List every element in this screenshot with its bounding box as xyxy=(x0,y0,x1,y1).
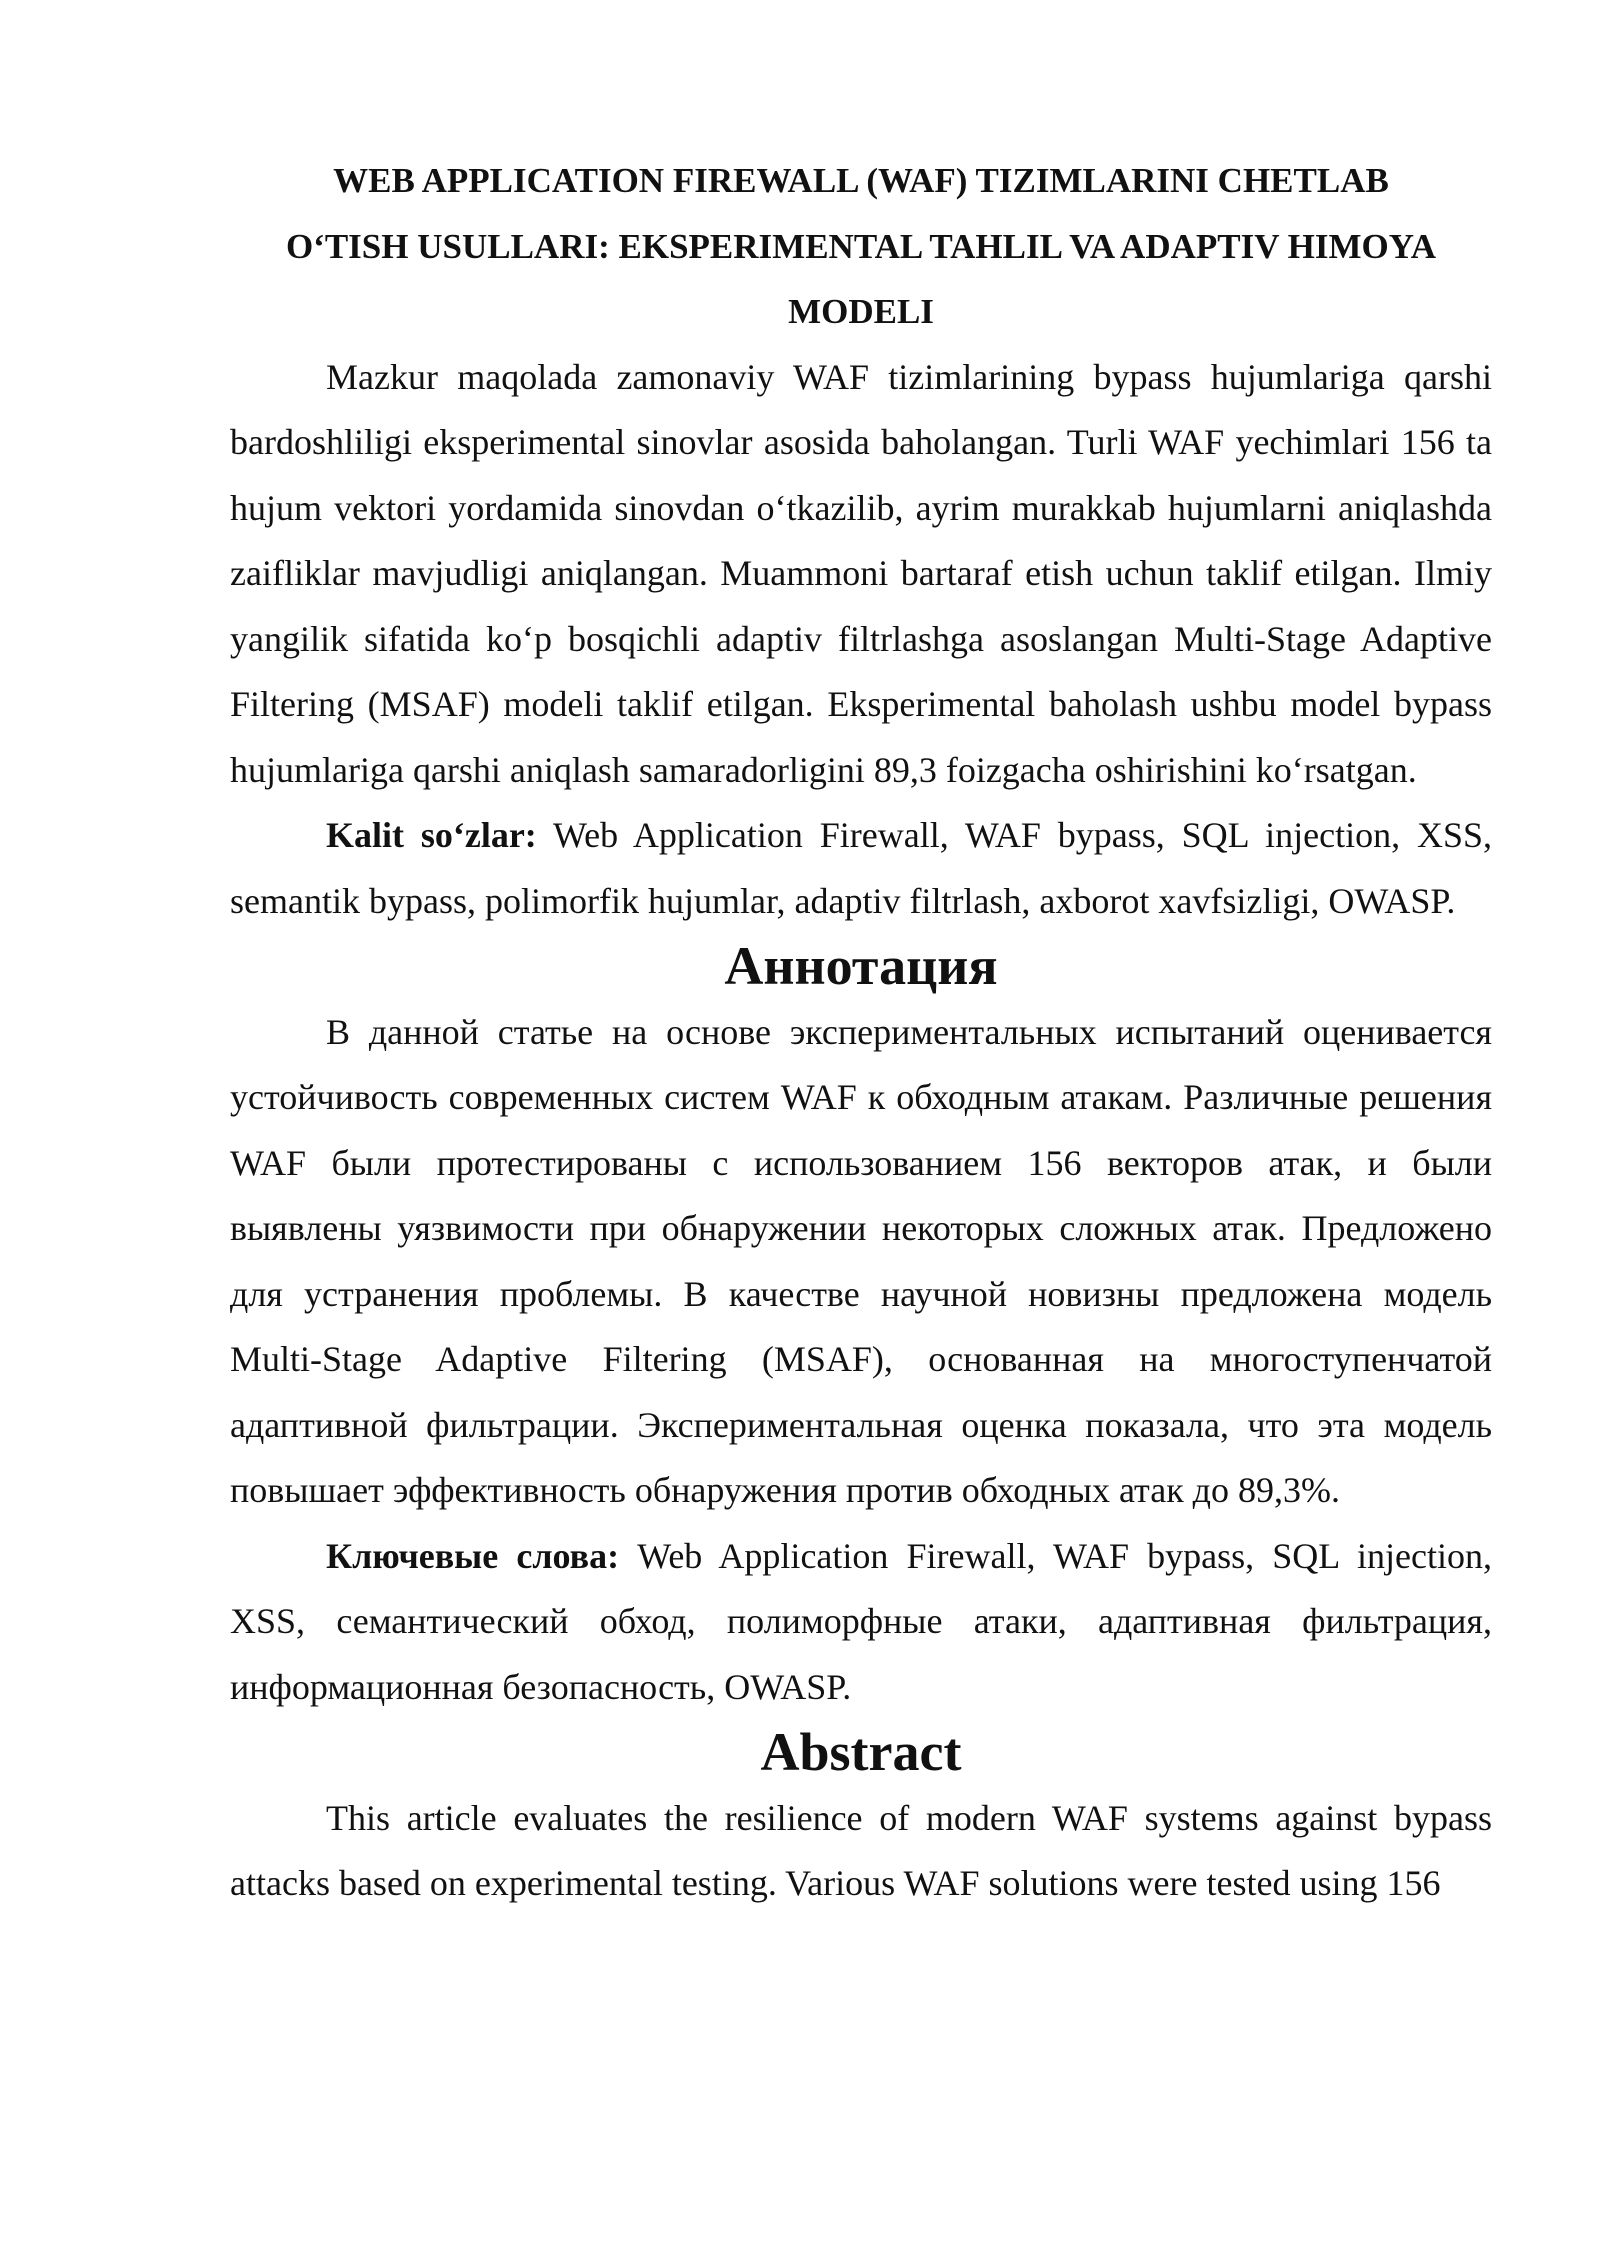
en-abstract-heading: Abstract xyxy=(760,1722,962,1782)
uz-keywords-label: Kalit so‘zlar: xyxy=(326,815,537,855)
uz-keywords xyxy=(230,803,1492,934)
ru-annotation: В данной статье на основе экспериментальных испытаний оценивается устойчивость современных систем WAF к обходным атакам. Различные решения WAF были протестированы с использованием 156 векторов атак, и были выявлены уязвимости при обнаружении некоторых сложных атак. Предложено для устранения проблемы. В качестве научной новизны предложена модель Multi-Stage Adaptive Filtering (MSAF), основанная на многоступенчатой адаптивной фильтрации. Экспериментальная оценка показала, что эта модель повышает эффективность обнаружения против обходных атак до 89,3%. xyxy=(230,1011,1492,1510)
paper-title-line-2: O‘TISH USULLARI: EKSPERIMENTAL TAHLIL VA ADAPTIV HIMOYA xyxy=(285,226,1437,266)
ru-keywords-label: Ключевые слова: xyxy=(326,1535,620,1576)
paper-title-line-3: MODELI xyxy=(788,292,934,331)
paper-title-line-1: WEB APPLICATION FIREWALL (WAF) TIZIMLARINI CHETLAB xyxy=(333,161,1389,200)
paper-title xyxy=(230,148,1492,345)
en-abstract: This article evaluates the resilience of modern WAF systems against bypass attacks based on experimental testing. Various WAF solutions were tested using 156 xyxy=(230,1797,1492,1903)
ru-keywords xyxy=(230,1524,1492,1721)
uz-keywords-text: Web Application Firewall, WAF bypass, SQL injection, XSS, semantik bypass, polimorfik hujumlar, adaptiv filtrlash, axborot xavfsizligi, OWASP. xyxy=(230,815,1492,921)
ru-keywords-text: Web Application Firewall, WAF bypass, SQL injection, XSS, семантический обход, полиморфные атаки, адаптивная фильтрация, информационная безопасность, OWASP. xyxy=(230,1535,1492,1707)
document-content xyxy=(230,148,1492,1917)
ru-annotation-heading: Аннотация xyxy=(724,936,998,996)
uz-annotation: Mazkur maqolada zamonaviy WAF tizimlarining bypass hujumlariga qarshi bardoshliligi eksperimental sinovlar asosida baholangan. Turli WAF yechimlari 156 ta hujum vektori yordamida sinovdan o‘tkazilib, ayrim murakkab hujumlarni aniqlashda zaifliklar mavjudligi aniqlangan. Muammoni bartaraf etish uchun taklif etilgan. Ilmiy yangilik sifatida ko‘p bosqichli adaptiv filtrlashga asoslangan Multi-Stage Adaptive Filtering (MSAF) modeli taklif etilgan. Eksperimental baholash ushbu model bypass hujumlariga qarshi aniqlash samaradorligini 89,3 foizgacha oshirishini ko‘rsatgan. xyxy=(230,356,1492,790)
